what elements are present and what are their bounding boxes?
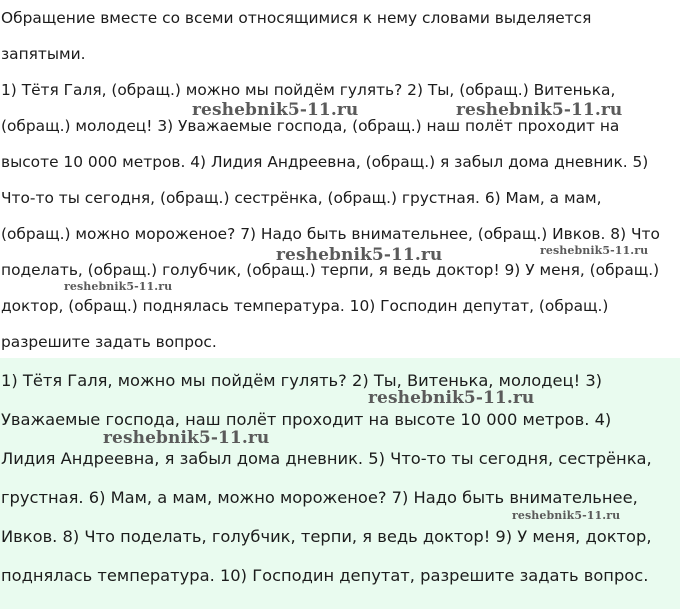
answer-block — [0, 358, 680, 609]
task-line: поделать, (обращ.) голубчик, (обращ.) терпи, я ведь доктор! 9) У меня, (обращ.) — [1, 261, 660, 279]
watermark: reshebnik5-11.ru — [540, 244, 649, 257]
task-line: 1) Тётя Галя, (обращ.) можно мы пойдём гулять? 2) Ты, (обращ.) Витенька, — [1, 81, 616, 99]
answer-line: 1) Тётя Галя, можно мы пойдём гулять? 2) Ты, Витенька, молодец! 3) — [1, 371, 603, 390]
task-line: высоте 10 000 метров. 4) Лидия Андреевна, (обращ.) я забыл дома дневник. 5) — [1, 153, 649, 171]
answer-line: Ивков. 8) Что поделать, голубчик, терпи, я ведь доктор! 9) У меня, доктор, — [1, 527, 652, 546]
watermark: reshebnik5-11.ru — [64, 280, 173, 293]
task-line: доктор, (обращ.) поднялась температура. 10) Господин депутат, (обращ.) — [1, 297, 609, 315]
task-line: (обращ.) молодец! 3) Уважаемые господа, (обращ.) наш полёт проходит на — [1, 117, 620, 135]
task-line: Что-то ты сегодня, (обращ.) сестрёнка, (обращ.) грустная. 6) Мам, а мам, — [1, 189, 602, 207]
watermark: reshebnik5-11.ru — [512, 509, 621, 522]
watermark: reshebnik5-11.ru — [192, 100, 359, 120]
watermark: reshebnik5-11.ru — [276, 245, 443, 265]
watermark: reshebnik5-11.ru — [368, 388, 535, 408]
task-line: (обращ.) можно мороженое? 7) Надо быть внимательнее, (обращ.) Ивков. 8) Что — [1, 225, 660, 243]
task-line: разрешите задать вопрос. — [1, 333, 217, 351]
watermark: reshebnik5-11.ru — [456, 100, 623, 120]
answer-line: грустная. 6) Мам, а мам, можно мороженое? 7) Надо быть внимательнее, — [1, 488, 638, 507]
answer-line: поднялась температура. 10) Господин депутат, разрешите задать вопрос. — [1, 566, 649, 585]
answer-line: Лидия Андреевна, я забыл дома дневник. 5) Что-то ты сегодня, сестрёнка, — [1, 449, 652, 468]
watermark: reshebnik5-11.ru — [103, 428, 270, 448]
answer-line: Уважаемые господа, наш полёт проходит на высоте 10 000 метров. 4) — [1, 410, 612, 429]
task-line: запятыми. — [1, 45, 86, 63]
task-line: Обращение вместе со всеми относящимися к нему словами выделяется — [1, 9, 592, 27]
